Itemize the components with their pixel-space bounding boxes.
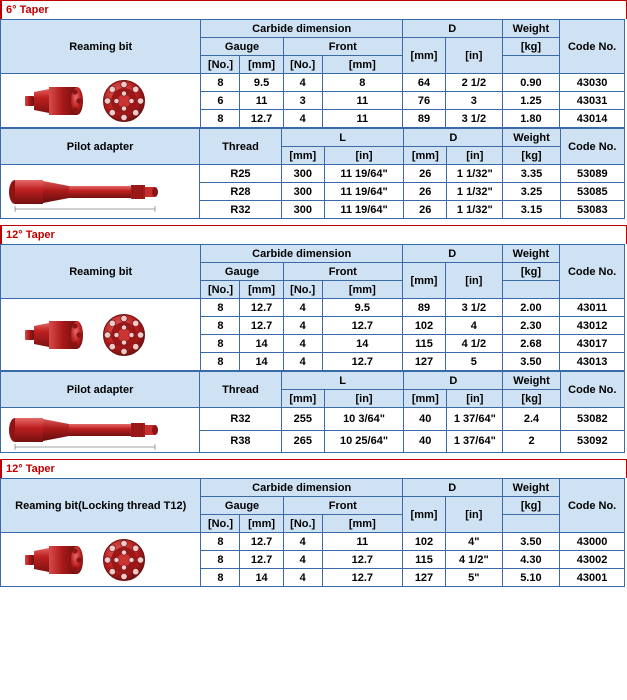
gauge-no-value: 8	[201, 110, 240, 128]
product-name-cell: Reaming bit(Locking thread T12)	[1, 479, 201, 533]
d-mm-value: 26	[404, 201, 447, 219]
gauge-no-unit-header: [No.]	[201, 515, 240, 533]
gauge-mm-value: 12.7	[240, 110, 283, 128]
d-in-unit-header: [in]	[447, 147, 503, 165]
d-mm-unit-header: [mm]	[402, 497, 445, 533]
product-name-cell: Reaming bit	[1, 245, 201, 299]
gauge-mm-value: 9.5	[240, 74, 283, 92]
d-mm-value: 102	[402, 533, 445, 551]
front-no-value: 4	[283, 299, 322, 317]
code-no-value: 43013	[560, 353, 625, 371]
d-mm-unit-header: [mm]	[402, 38, 445, 74]
weight-unit-header: [kg]	[503, 147, 560, 165]
front-mm-value: 12.7	[322, 317, 402, 335]
reaming-bit-illustration	[21, 312, 181, 358]
d-header: D	[402, 20, 502, 38]
d-in-unit-header: [in]	[446, 497, 503, 533]
weight-value: 3.35	[503, 165, 560, 183]
d-mm-value: 40	[404, 430, 447, 453]
front-no-value: 4	[283, 317, 322, 335]
d-header: D	[402, 479, 502, 497]
product-image-cell	[1, 165, 200, 219]
d-in-value: 5	[446, 353, 503, 371]
weight-unit-header: [kg]	[502, 497, 560, 515]
d-in-unit-header: [in]	[447, 390, 503, 408]
weight-header: Weight	[502, 479, 560, 497]
weight-value: 3.50	[502, 353, 560, 371]
l-mm-unit-header: [mm]	[281, 147, 324, 165]
carbide-dimension-header: Carbide dimension	[201, 245, 402, 263]
l-mm-unit-header: [mm]	[281, 390, 324, 408]
d-in-value: 1 37/64"	[447, 408, 503, 431]
code-no-value: 43031	[560, 92, 625, 110]
thread-header: Thread	[200, 372, 282, 408]
reaming-bit-table	[0, 478, 625, 587]
gauge-no-value: 8	[201, 74, 240, 92]
code-no-value: 43011	[560, 299, 625, 317]
d-in-value: 2 1/2	[446, 74, 503, 92]
d-in-value: 3 1/2	[446, 110, 503, 128]
code-no-value: 53082	[560, 408, 624, 431]
weight-value: 0.90	[502, 74, 560, 92]
front-no-value: 4	[283, 353, 322, 371]
d-in-unit-header: [in]	[446, 263, 503, 299]
d-header: D	[404, 129, 503, 147]
weight-unit-header: [kg]	[502, 263, 560, 281]
table-header-row	[1, 129, 625, 147]
front-no-value: 3	[283, 92, 322, 110]
weight-value: 2.00	[502, 299, 560, 317]
carbide-dimension-header: Carbide dimension	[201, 479, 402, 497]
code-no-value: 53089	[560, 165, 624, 183]
gauge-no-value: 8	[201, 317, 240, 335]
l-mm-value: 300	[281, 183, 324, 201]
table-row	[1, 299, 625, 317]
gauge-mm-unit-header: [mm]	[240, 515, 283, 533]
weight-value: 2.30	[502, 317, 560, 335]
carbide-dimension-header: Carbide dimension	[201, 20, 402, 38]
front-mm-value: 12.7	[322, 551, 402, 569]
gauge-mm-value: 12.7	[240, 551, 283, 569]
weight-value: 1.25	[502, 92, 560, 110]
product-image-cell	[1, 299, 201, 371]
d-in-value: 4	[446, 317, 503, 335]
weight-value: 3.15	[503, 201, 560, 219]
l-mm-value: 300	[281, 165, 324, 183]
thread-value: R28	[200, 183, 282, 201]
section-title: 12° Taper	[0, 459, 627, 478]
d-in-value: 1 1/32"	[447, 183, 503, 201]
code-no-header: Code No.	[560, 245, 625, 299]
thread-value: R38	[200, 430, 282, 453]
front-header: Front	[283, 263, 402, 281]
code-no-value: 43014	[560, 110, 625, 128]
l-in-value: 11 19/64"	[324, 183, 404, 201]
l-header: L	[281, 129, 404, 147]
code-no-value: 43012	[560, 317, 625, 335]
weight-value: 2.4	[503, 408, 560, 431]
weight-value: 1.80	[502, 110, 560, 128]
d-mm-value: 102	[402, 317, 445, 335]
l-in-value: 11 19/64"	[324, 201, 404, 219]
reaming-bit-table	[0, 244, 625, 371]
d-mm-value: 127	[402, 353, 445, 371]
front-no-value: 4	[283, 569, 322, 587]
l-in-unit-header: [in]	[324, 147, 404, 165]
gauge-mm-unit-header: [mm]	[240, 281, 283, 299]
weight-value: 3.25	[503, 183, 560, 201]
front-no-unit-header: [No.]	[283, 281, 322, 299]
weight-value: 4.30	[502, 551, 560, 569]
d-mm-value: 26	[404, 165, 447, 183]
taper-section	[0, 459, 627, 587]
weight-value: 5.10	[502, 569, 560, 587]
front-no-value: 4	[283, 551, 322, 569]
front-mm-value: 12.7	[322, 353, 402, 371]
d-mm-unit-header: [mm]	[404, 147, 447, 165]
thread-value: R25	[200, 165, 282, 183]
product-name-cell: Reaming bit	[1, 20, 201, 74]
front-no-value: 4	[283, 533, 322, 551]
d-in-value: 4 1/2"	[446, 551, 503, 569]
weight-unit-spacer	[502, 56, 560, 74]
front-mm-unit-header: [mm]	[322, 281, 402, 299]
gauge-no-value: 8	[201, 353, 240, 371]
gauge-no-value: 8	[201, 551, 240, 569]
weight-value: 2.68	[502, 335, 560, 353]
code-no-value: 43000	[560, 533, 625, 551]
front-no-value: 4	[283, 110, 322, 128]
gauge-no-value: 8	[201, 533, 240, 551]
d-mm-value: 64	[402, 74, 445, 92]
pilot-adapter-table	[0, 371, 625, 453]
gauge-no-unit-header: [No.]	[201, 281, 240, 299]
gauge-mm-value: 11	[240, 92, 283, 110]
l-header: L	[281, 372, 404, 390]
taper-section	[0, 0, 627, 219]
weight-unit-spacer	[502, 281, 560, 299]
front-mm-unit-header: [mm]	[322, 56, 402, 74]
product-name-cell: Pilot adapter	[1, 372, 200, 408]
table-header-row	[1, 245, 625, 263]
d-mm-value: 76	[402, 92, 445, 110]
code-no-value: 43002	[560, 551, 625, 569]
gauge-no-value: 8	[201, 569, 240, 587]
front-no-unit-header: [No.]	[283, 515, 322, 533]
front-mm-value: 14	[322, 335, 402, 353]
l-in-unit-header: [in]	[324, 390, 404, 408]
front-no-value: 4	[283, 74, 322, 92]
front-mm-value: 8	[322, 74, 402, 92]
gauge-mm-value: 14	[240, 569, 283, 587]
table-header-row	[1, 372, 625, 390]
pilot-adapter-illustration	[5, 410, 195, 450]
front-no-value: 4	[283, 335, 322, 353]
code-no-header: Code No.	[560, 372, 624, 408]
code-no-value: 43001	[560, 569, 625, 587]
gauge-header: Gauge	[201, 497, 283, 515]
gauge-mm-value: 14	[240, 353, 283, 371]
d-mm-value: 40	[404, 408, 447, 431]
reaming-bit-illustration	[21, 537, 181, 583]
reaming-bit-illustration	[21, 78, 181, 124]
d-in-value: 1 1/32"	[447, 201, 503, 219]
d-mm-value: 89	[402, 299, 445, 317]
front-mm-value: 11	[322, 92, 402, 110]
weight-header: Weight	[502, 245, 560, 263]
l-mm-value: 265	[281, 430, 324, 453]
front-mm-value: 9.5	[322, 299, 402, 317]
d-in-value: 1 37/64"	[447, 430, 503, 453]
d-in-value: 4"	[446, 533, 503, 551]
front-header: Front	[283, 497, 402, 515]
taper-section	[0, 225, 627, 453]
reaming-bit-table	[0, 19, 625, 128]
gauge-mm-unit-header: [mm]	[240, 56, 283, 74]
front-mm-value: 11	[322, 533, 402, 551]
front-no-unit-header: [No.]	[283, 56, 322, 74]
gauge-mm-value: 12.7	[240, 299, 283, 317]
weight-header: Weight	[502, 20, 560, 38]
table-row	[1, 408, 625, 431]
l-mm-value: 300	[281, 201, 324, 219]
d-mm-value: 115	[402, 335, 445, 353]
front-mm-value: 12.7	[322, 569, 402, 587]
d-in-unit-header: [in]	[446, 38, 503, 74]
weight-value: 3.50	[502, 533, 560, 551]
table-row	[1, 165, 625, 183]
table-row	[1, 533, 625, 551]
product-image-cell	[1, 533, 201, 587]
thread-value: R32	[200, 201, 282, 219]
table-header-row	[1, 20, 625, 38]
gauge-mm-value: 14	[240, 335, 283, 353]
gauge-header: Gauge	[201, 263, 283, 281]
d-in-value: 3	[446, 92, 503, 110]
code-no-header: Code No.	[560, 129, 624, 165]
weight-header: Weight	[503, 372, 560, 390]
front-header: Front	[283, 38, 402, 56]
d-mm-value: 89	[402, 110, 445, 128]
thread-value: R32	[200, 408, 282, 431]
code-no-value: 53085	[560, 183, 624, 201]
weight-unit-header: [kg]	[502, 38, 560, 56]
table-row	[1, 74, 625, 92]
code-no-value: 43030	[560, 74, 625, 92]
l-in-value: 11 19/64"	[324, 165, 404, 183]
d-header: D	[402, 245, 502, 263]
section-title: 12° Taper	[0, 225, 627, 244]
product-name-cell: Pilot adapter	[1, 129, 200, 165]
front-mm-unit-header: [mm]	[322, 515, 402, 533]
weight-unit-spacer	[502, 515, 560, 533]
code-no-value: 53092	[560, 430, 624, 453]
d-header: D	[404, 372, 503, 390]
gauge-mm-value: 12.7	[240, 533, 283, 551]
d-in-value: 4 1/2	[446, 335, 503, 353]
gauge-header: Gauge	[201, 38, 283, 56]
d-mm-value: 26	[404, 183, 447, 201]
gauge-no-value: 6	[201, 92, 240, 110]
product-image-cell	[1, 74, 201, 128]
d-in-value: 1 1/32"	[447, 165, 503, 183]
l-in-value: 10 25/64"	[324, 430, 404, 453]
d-mm-value: 115	[402, 551, 445, 569]
d-in-value: 3 1/2	[446, 299, 503, 317]
weight-value: 2	[503, 430, 560, 453]
weight-unit-header: [kg]	[503, 390, 560, 408]
code-no-header: Code No.	[560, 20, 625, 74]
d-mm-unit-header: [mm]	[402, 263, 445, 299]
code-no-header: Code No.	[560, 479, 625, 533]
weight-header: Weight	[503, 129, 560, 147]
pilot-adapter-illustration	[5, 172, 195, 212]
d-mm-unit-header: [mm]	[404, 390, 447, 408]
front-mm-value: 11	[322, 110, 402, 128]
d-in-value: 5"	[446, 569, 503, 587]
thread-header: Thread	[200, 129, 282, 165]
table-header-row	[1, 479, 625, 497]
section-title: 6° Taper	[0, 0, 627, 19]
d-mm-value: 127	[402, 569, 445, 587]
gauge-no-unit-header: [No.]	[201, 56, 240, 74]
code-no-value: 43017	[560, 335, 625, 353]
l-in-value: 10 3/64"	[324, 408, 404, 431]
product-image-cell	[1, 408, 200, 453]
code-no-value: 53083	[560, 201, 624, 219]
gauge-no-value: 8	[201, 335, 240, 353]
pilot-adapter-table	[0, 128, 625, 219]
l-mm-value: 255	[281, 408, 324, 431]
gauge-no-value: 8	[201, 299, 240, 317]
gauge-mm-value: 12.7	[240, 317, 283, 335]
